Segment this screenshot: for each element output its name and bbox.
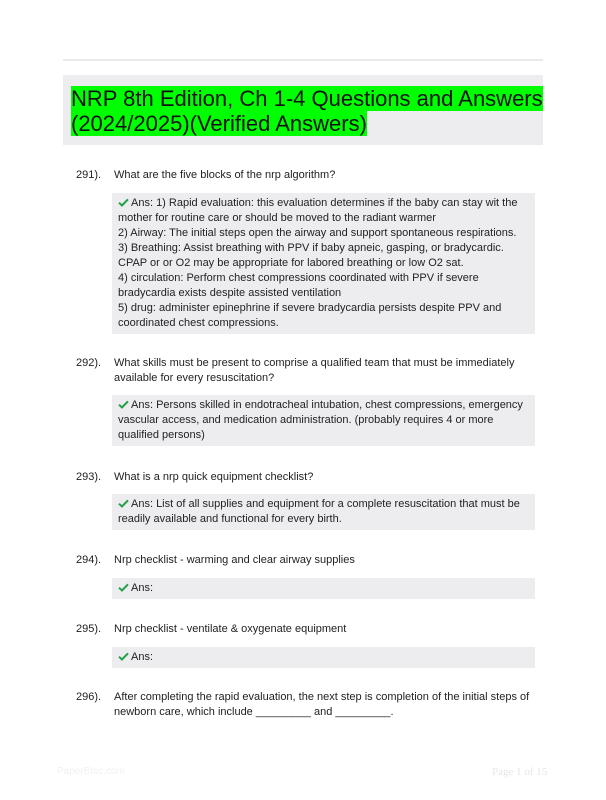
checkmark-icon	[118, 499, 129, 508]
question-block	[63, 622, 543, 668]
answer-box	[112, 578, 535, 599]
answer-text: Ans: Persons skilled in endotracheal intubation, chest compressions, emergency vascular access, and medication administration. (probably requires 4 or more qualified persons)	[118, 399, 523, 441]
title-line-2: (2024/2025)(Verified Answers)	[71, 111, 367, 136]
answer-line: 5) drug: administer epinephrine if severe bradycardia persists despite PPV and coordinated chest compressions.	[118, 302, 502, 329]
question-number: 295).	[76, 623, 102, 635]
answer-line	[118, 581, 529, 596]
question-text: What are the five blocks of the nrp algorithm?	[114, 169, 336, 181]
answer-text: Ans:	[131, 582, 154, 594]
answer-box	[112, 647, 535, 668]
question-text: What is a nrp quick equipment checklist?	[114, 471, 314, 483]
title-line-1: NRP 8th Edition, Ch 1-4 Questions and Answers	[71, 86, 543, 111]
question-text: After completing the rapid evaluation, the next step is completion of the initial steps of newborn care, which include _________ and _________.	[114, 691, 530, 718]
answer-box	[112, 494, 535, 530]
answer-line	[118, 650, 529, 665]
question-text: What skills must be present to comprise a qualified team that must be immediately available for every resuscitation?	[114, 357, 515, 384]
answer-box	[112, 395, 535, 446]
page-indicator: Page 1 of 15	[492, 766, 548, 778]
checkmark-icon	[118, 400, 129, 409]
question-block	[63, 553, 543, 599]
checkmark-icon	[118, 583, 129, 592]
question-block	[63, 690, 543, 720]
answer-text: Ans:	[131, 651, 154, 663]
checkmark-icon	[118, 652, 129, 661]
question-text: Nrp checklist - warming and clear airway supplies	[114, 554, 355, 566]
answer-line: 2) Airway: The initial steps open the airway and support spontaneous respirations.	[118, 227, 517, 239]
answer-line: 4) circulation: Perform chest compressions coordinated with PPV if severe bradycardia exists despite assisted ventilation	[118, 272, 479, 299]
answer-box	[112, 193, 535, 334]
question-block	[63, 470, 543, 530]
top-divider	[63, 59, 543, 61]
question-number: 293).	[76, 471, 102, 483]
footer-watermark: PaperBbic.com	[57, 766, 125, 777]
question-number: 292).	[76, 357, 102, 369]
answer-line	[118, 497, 529, 527]
answer-text: Ans: List of all supplies and equipment for a complete resuscitation that must be readily available and functional for every birth.	[118, 498, 520, 525]
question-block	[63, 356, 543, 446]
checkmark-icon	[118, 198, 129, 207]
answer-line: 3) Breathing: Assist breathing with PPV if baby apneic, gasping, or bradycardic. CPAP or or O2 may be appropriate for labored breathing or low O2 sat.	[118, 242, 504, 269]
answer-text: Ans: 1) Rapid evaluation: this evaluation determines if the baby can stay wit the mother for routine care or should be moved to the radiant warmer	[118, 197, 518, 224]
answer-line	[118, 398, 529, 443]
question-number: 294).	[76, 554, 102, 566]
page-title	[71, 86, 543, 136]
question-number: 296).	[76, 691, 102, 703]
question-number: 291).	[76, 169, 102, 181]
question-text: Nrp checklist - ventilate & oxygenate equipment	[114, 623, 347, 635]
answer-line	[118, 196, 529, 226]
question-block	[63, 168, 543, 334]
title-banner	[63, 75, 543, 145]
